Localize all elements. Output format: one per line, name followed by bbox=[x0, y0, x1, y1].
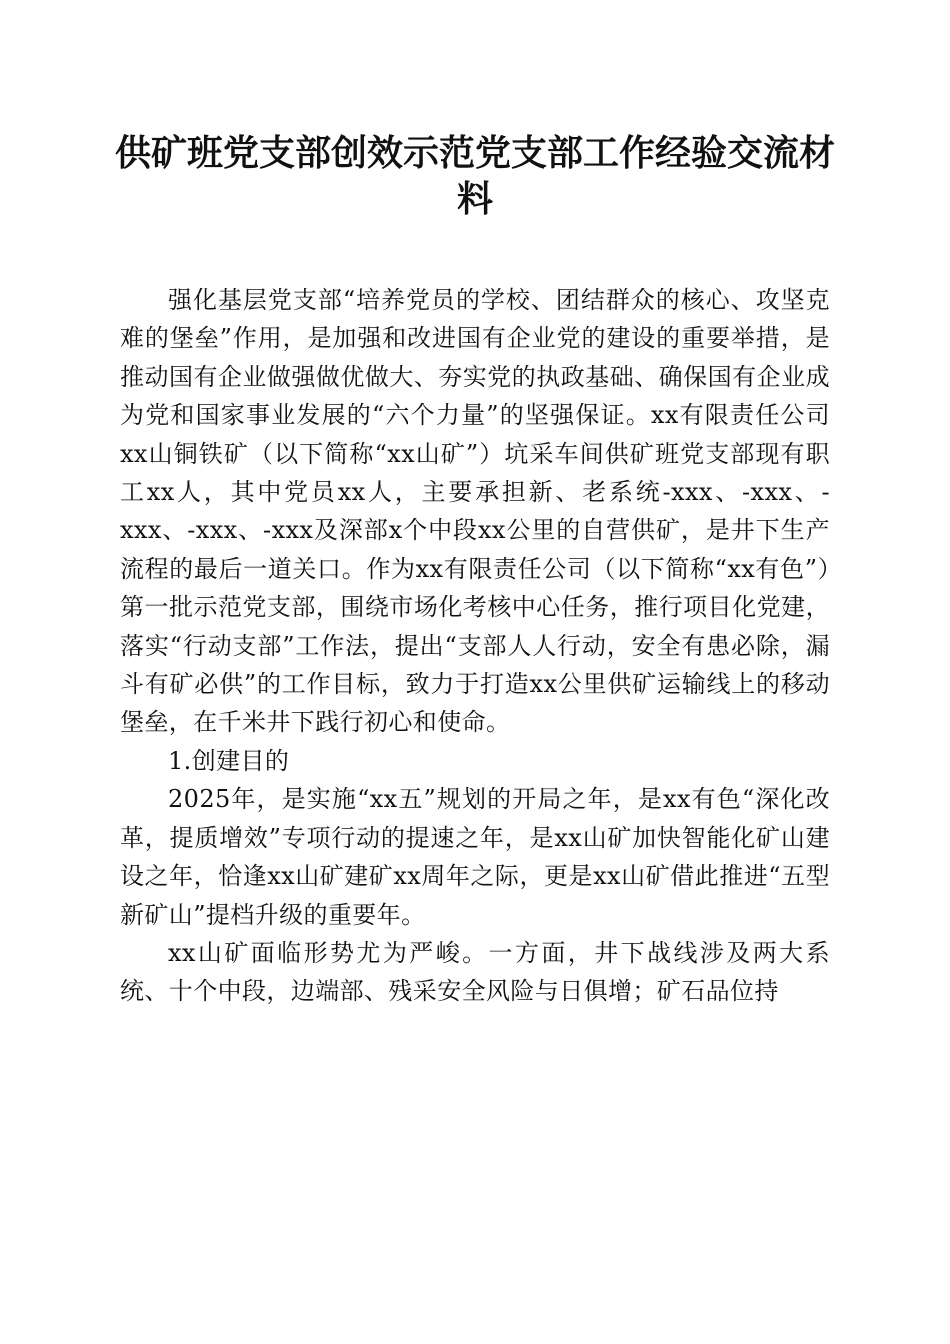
document-body bbox=[120, 281, 830, 1011]
paragraph-2025: 2025年，是实施“xx五”规划的开局之年，是xx有色“深化改革，提质增效”专项行动的提速之年，是xx山矿加快智能化矿山建设之年，恰逢xx山矿建矿xx周年之际，更是xx山矿借此推进“五型新矿山”提档升级的重要年。 bbox=[120, 785, 830, 929]
paragraph-situation: xx山矿面临形势尤为严峻。一方面，井下战线涉及两大系统、十个中段，边端部、残采安全风险与日俱增；矿石品位持 bbox=[120, 938, 830, 1006]
paragraph-intro: 强化基层党支部“培养党员的学校、团结群众的核心、攻坚克难的堡垒”作用，是加强和改进国有企业党的建设的重要举措，是推动国有企业做强做优做大、夯实党的执政基础、确保国有企业成为党和国家事业发展的“六个力量”的坚强保证。xx有限责任公司xx山铜铁矿（以下简称“xx山矿”）坑采车间供矿班党支部现有职工xx人，其中党员xx人，主要承担新、老系统-xxx、-xxx、-xxx、-xxx、-xxx及深部x个中段xx公里的自营供矿，是井下生产流程的最后一道关口。作为xx有限责任公司（以下简称“xx有色”）第一批示范党支部，围绕市场化考核中心任务，推行项目化党建，落实“行动支部”工作法，提出“支部人人行动，安全有患必除，漏斗有矿必供”的工作目标，致力于打造xx公里供矿运输线上的移动堡垒，在千米井下践行初心和使命。 bbox=[120, 286, 830, 737]
section-heading-purpose: 1.创建目的 bbox=[168, 746, 290, 775]
document-title: 供矿班党支部创效示范党支部工作经验交流材料 bbox=[114, 132, 835, 220]
